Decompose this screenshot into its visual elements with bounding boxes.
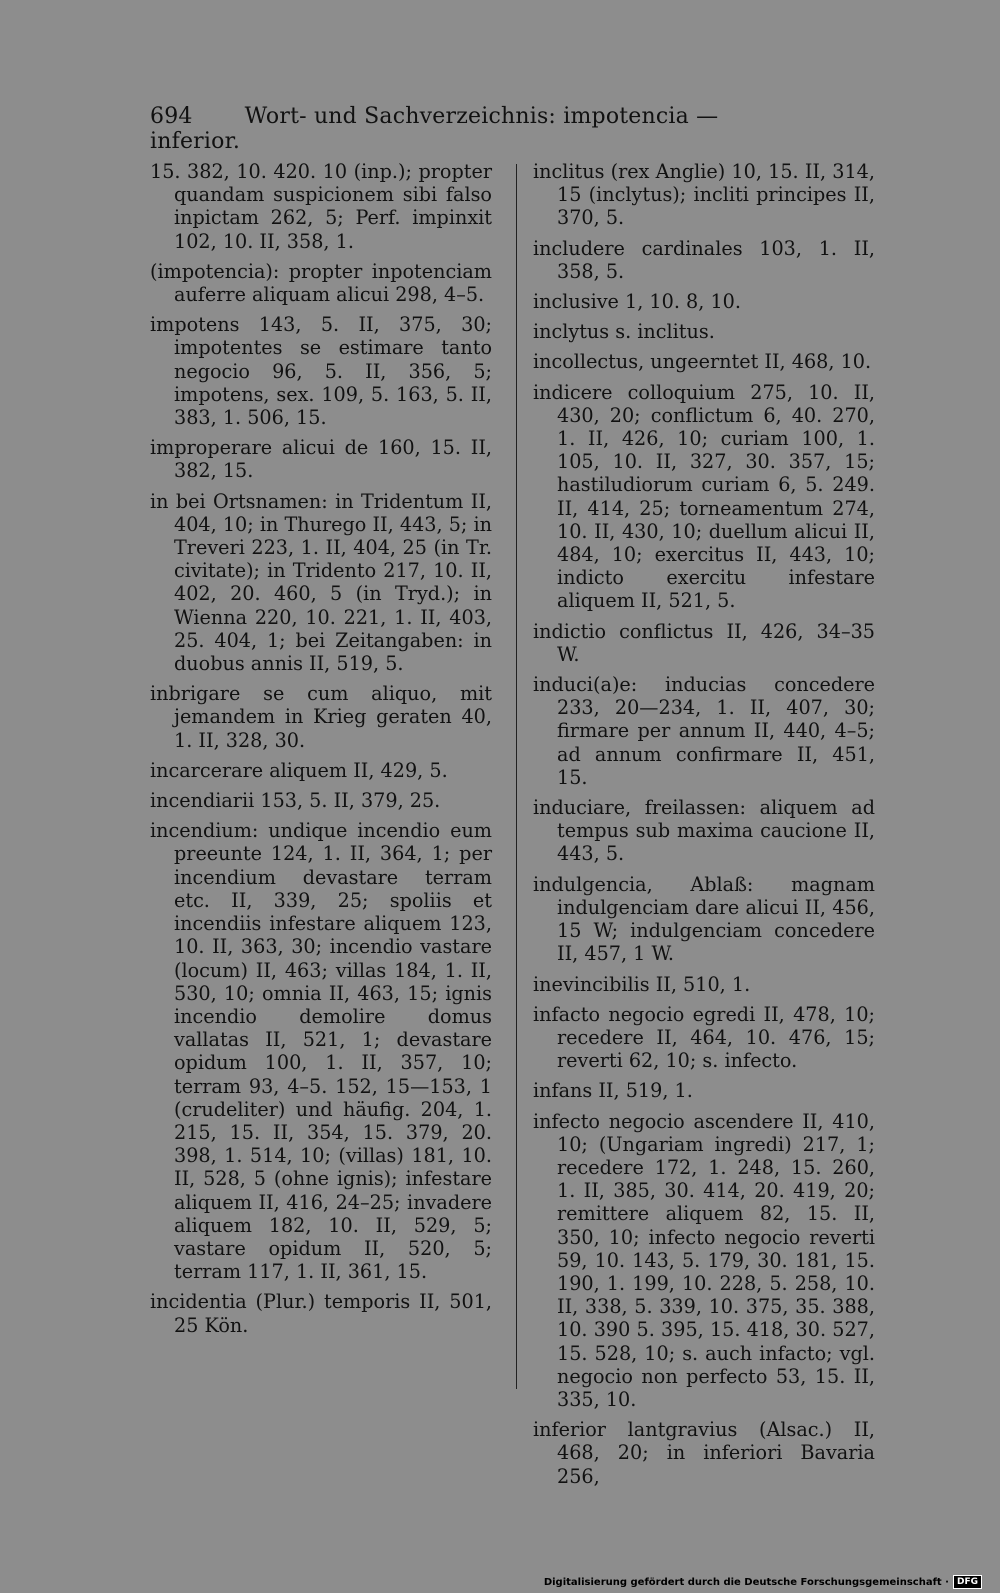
index-entry: infans II, 519, 1. bbox=[533, 1079, 693, 1103]
column-divider bbox=[516, 164, 517, 1389]
footer bbox=[544, 1575, 982, 1589]
index-entry: induciare, freilassen: aliquem ad tempus sub maxima caucione II, 443, 5. bbox=[533, 796, 875, 866]
index-entry: (impotencia): propter inpotenciam auferre aliquam alicui 298, 4–5. bbox=[150, 259, 492, 307]
index-entry: incendium: undique incendio eum preeunte 124, 1. II, 364, 1; per incendium devastare terram etc. II, 339, 25; spoliis et incendiis infestare aliquem 123, 10. II, 363, 30; incendio vastare (locum) II, 463; villas 184, 1. II, 530, 10; omnia II, 463, 15; ignis incendio demolire domus vallatas II, 521, 1; devastare opidum 100, 1. II, 357, 10; terram 93, 4–5. 152, 15—153, 1 (crudeliter) und häufig. 204, 1. 215, 15. II, 354, 15. 379, 20. 398, 1. 514, 10; (villas) 181, 10. II, 528, 5 (ohne ignis); infestare aliquem II, 416, 24–25; invadere aliquem 182, 10. II, 529, 5; vastare opidum II, 520, 5; terram 117, 1. II, 361, 15. bbox=[150, 819, 492, 1284]
page-number: 694 bbox=[150, 104, 193, 129]
index-entry: induci(a)e: inducias concedere 233, 20—234, 1. II, 407, 30; firmare per annum II, 440, 4–5; ad annum confirmare II, 451, 15. bbox=[533, 673, 875, 789]
index-entry: improperare alicui de 160, 15. II, 382, 15. bbox=[150, 436, 492, 483]
index-entry: includere cardinales 103, 1. II, 358, 5. bbox=[533, 236, 875, 283]
running-title: Wort- und Sachverzeichnis: impotencia — inferior. bbox=[150, 104, 719, 154]
index-entry: incarcerare aliquem II, 429, 5. bbox=[150, 758, 448, 782]
index-entry: inevincibilis II, 510, 1. bbox=[533, 972, 751, 996]
index-entry: inbrigare se cum aliquo, mit jemandem in Krieg geraten 40, 1. II, 328, 30. bbox=[150, 682, 492, 752]
index-entry: incendiarii 153, 5. II, 379, 25. bbox=[150, 789, 441, 813]
index-entry: in bei Ortsnamen: in Tridentum II, 404, 10; in Thurego II, 443, 5; in Treveri 223, 1. II, 404, 25 (in Tr. civitate); in Tridento 217, 10. II, 402, 20. 460, 5 (in Tryd.); in Wienna 220, 10. 221, 1. II, 403, 25. 404, 1; bei Zeitangaben: in duobus annis II, 519, 5. bbox=[150, 489, 492, 676]
index-entry: incollectus, ungeerntet II, 468, 10. bbox=[533, 350, 872, 374]
index-entry: inclitus (rex Anglie) 10, 15. II, 314, 15 (inclytus); incliti principes II, 370, 5. bbox=[533, 160, 875, 230]
index-entry: indictio conflictus II, 426, 34–35 W. bbox=[533, 619, 875, 666]
index-entry: indicere colloquium 275, 10. II, 430, 20; conflictum 6, 40. 270, 1. II, 426, 10; curiam 100, 1. 105, 10. II, 327, 30. 357, 15; hastiludiorum curiam 6, 5. 249. II, 414, 25; torneamentum 274, 10. II, 430, 10; duellum alicui II, 484, 10; exercitus II, 443, 10; indicto exercitu infestare aliquem II, 521, 5. bbox=[533, 380, 875, 613]
index-entry: 15. 382, 10. 420. 10 (inp.); propter quandam suspicionem sibi falso inpictam 262, 5; Perf. impinxit 102, 10. II, 358, 1. bbox=[150, 160, 492, 253]
dfg-logo-icon: DFG bbox=[953, 1575, 982, 1589]
funding-note: Digitalisierung gefördert durch die Deutsche Forschungsgemeinschaft · bbox=[543, 1576, 949, 1588]
index-entry: impotens 143, 5. II, 375, 30; impotentes se estimare tanto negocio 96, 5. II, 356, 5; impotens, sex. 109, 5. 163, 5. II, 383, 1. 506, 15. bbox=[150, 313, 492, 430]
left-column bbox=[150, 160, 492, 1344]
index-entry: infacto negocio egredi II, 478, 10; recedere II, 464, 10. 476, 15; reverti 62, 10; s. infecto. bbox=[533, 1002, 875, 1073]
page-header bbox=[150, 104, 790, 154]
index-entry: infecto negocio ascendere II, 410, 10; (Ungariam ingredi) 217, 1; recedere 172, 1. 248, 15. 260, 1. II, 385, 30. 414, 20. 419, 20; remittere aliquem 82, 15. II, 350, 10; infecto negocio reverti 59, 10. 143, 5. 179, 30. 181, 15. 190, 1. 199, 10. 228, 5. 258, 10. II, 338, 5. 339, 10. 375, 35. 388, 10. 390 5. 395, 15. 418, 30. 527, 15. 528, 10; s. auch infacto; vgl. negocio non perfecto 53, 15. II, 335, 10. bbox=[533, 1109, 875, 1411]
index-entry: inclusive 1, 10. 8, 10. bbox=[533, 290, 741, 314]
index-entry: incidentia (Plur.) temporis II, 501, 25 Kön. bbox=[150, 1290, 492, 1337]
index-entry: indulgencia, Ablaß: magnam indulgenciam dare alicui II, 456, 15 W; indulgenciam concedere II, 457, 1 W. bbox=[533, 872, 875, 966]
index-entry: inclytus s. inclitus. bbox=[533, 320, 715, 344]
index-entry: inferior lantgravius (Alsac.) II, 468, 20; in inferiori Bavaria 256, bbox=[533, 1418, 875, 1488]
right-column bbox=[533, 160, 875, 1495]
